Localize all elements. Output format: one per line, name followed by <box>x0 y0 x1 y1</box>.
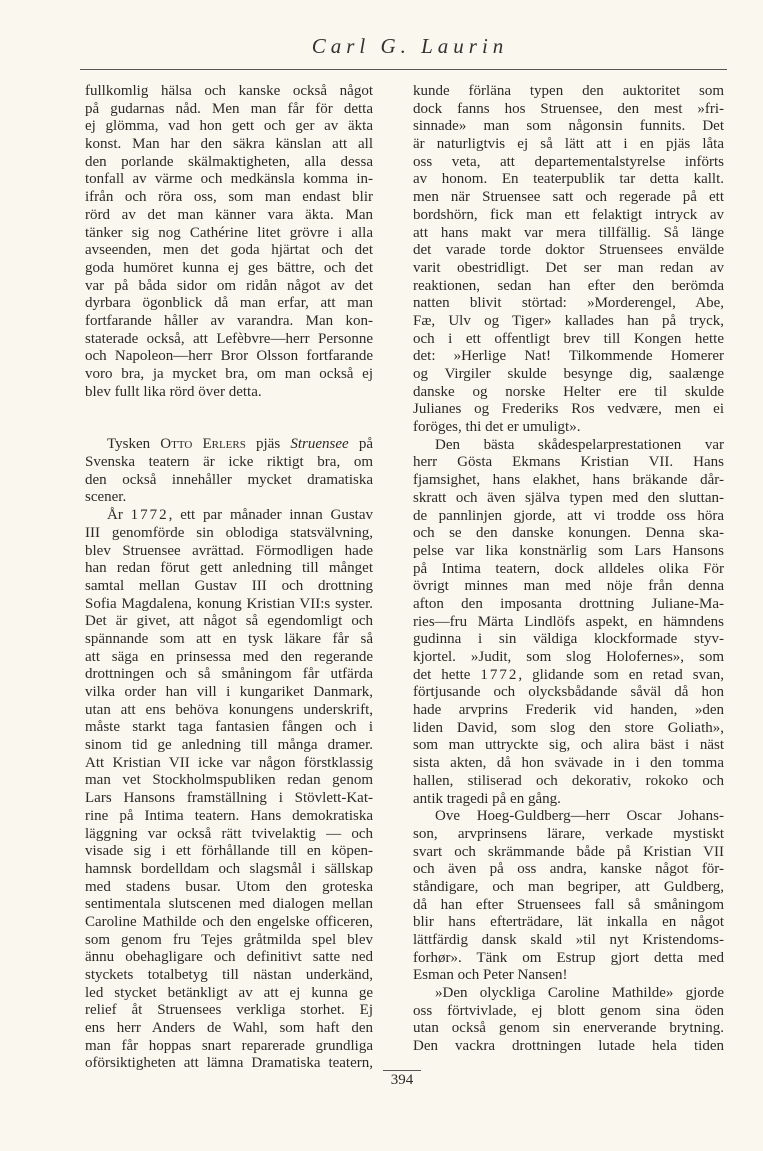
text-line: sista akten, då hon svävade in i den tomma <box>413 755 724 772</box>
text-line: drottningen och så småningom får utfärda <box>85 666 373 683</box>
text-line: avseenden, men det goda hjärtat och det <box>85 242 373 259</box>
text-line: och Napoleon—herr Bror Olsson fortfarande <box>85 348 373 365</box>
text-line: det: »Herlige Nat! Tilkommende Homerer <box>413 348 724 365</box>
text-line: som man uttryckte sig, och alira bäst i näst <box>413 737 724 754</box>
text-line: som genom fru Tejes gråtmilda spel blev <box>85 931 373 948</box>
text-line: man får hoppas snart reparerade grundliga <box>85 1037 373 1054</box>
text-line: Esman och Peter Nansen! <box>413 967 568 984</box>
text-line: III genomförde sin oblodiga statsvälvning, <box>85 524 373 541</box>
text-line: foröges, thi det er umuligt». <box>413 419 581 436</box>
text-line: blir hans efterträdare, lät inkalla en något <box>413 914 724 931</box>
text-line: då han efter Struensees fall så småningom <box>413 896 724 913</box>
text-segment: , ett par månader innan Gustav <box>168 507 374 524</box>
text-line: läggning var också rätt tvivelaktig — och <box>85 825 373 842</box>
text-line: forhør». Tänk om Estrup gjort detta med <box>413 949 724 966</box>
text-segment: det hette <box>413 666 481 683</box>
text-line: varit obestridligt. Det ser man redan av <box>413 259 724 276</box>
text-line: tänker sig nog Cathérine litet grövre i alla <box>85 224 373 241</box>
text-line: herr Gösta Ekmans Kristian VII. Hans <box>413 454 724 471</box>
text-line: ej glömma, vad hon gett och ger av äkta <box>85 118 373 135</box>
text-line: Caroline Mathilde och den engelske officeren, <box>85 913 373 930</box>
text-line: utan att ens behöva konungens underskrift, <box>85 701 373 718</box>
text-line: fjamsighet, hans elakhet, hans bräkande dår- <box>413 472 724 489</box>
text-line: den porlande skälmaktigheten, alla dessa <box>85 153 373 170</box>
text-line: de pannlinjen gjorde, att vi trodde oss höra <box>413 507 724 524</box>
text-line: Julianes og Frederiks Ros vedvære, men ei <box>413 401 724 418</box>
text-line: tonfall av värme och medkänsla komma in- <box>85 171 373 188</box>
text-line: visade sig i ett förhållande till en köpen- <box>85 843 373 860</box>
author-name: Otto Erlers <box>160 436 246 453</box>
text-line: natten blivit störtad: »Morderengel, Abe, <box>413 295 724 312</box>
text-line: »Den olyckliga Caroline Mathilde» gjorde <box>435 985 724 1002</box>
text-line: blev fullt lika rörd över detta. <box>85 383 262 400</box>
text-line: konst. Man har den säkra känslan att all <box>85 136 373 153</box>
text-line: ståndigare, och man begriper, att Guldberg, <box>413 878 724 895</box>
text-line: styckets totalbetyg till nästan underkänd, <box>85 967 373 983</box>
text-line: förtjusande och olycksbådande såväl då hon <box>413 684 724 701</box>
text-line: gudinna i sin väldiga klockformade styv- <box>413 631 724 648</box>
text-line: oss förtvivlade, ej blott genom sina öden <box>413 1002 724 1019</box>
text-line: Ove Hoeg-Guldberg—herr Oscar Johans- <box>435 808 724 825</box>
text-line: skratt och även själva typen med den sluttan- <box>413 489 724 506</box>
text-line: blev Struensee avrättad. Förmodligen hade <box>85 542 373 559</box>
text-line: oss veta, att departementalstyrelse införts <box>413 153 724 170</box>
text-line: voro bra, ja mycket bra, om man också ej <box>85 366 373 382</box>
text-line: att säga en prinsessa med den regerande <box>85 648 373 665</box>
text-segment: , glidande som en retad svan, <box>518 666 724 683</box>
text-line: av honom. En teaterpublik tar detta kallt. <box>413 171 724 188</box>
text-line: att hans makt var mera tillfällig. Så länge <box>413 224 724 241</box>
text-segment: År <box>107 507 131 524</box>
text-line: svart och skrämmande både på Kristian VII <box>413 843 724 860</box>
text-line: sentimentala slutscenen med dialogen mellan <box>85 896 373 913</box>
text-segment: 1772 <box>480 666 519 683</box>
text-line: övrigt minnes man med nöje från denna <box>413 578 724 595</box>
text-line: vilka order han vill i kungariket Danmark, <box>85 684 373 700</box>
text-line: reaktionen, sedan han efter den berömda <box>413 277 724 294</box>
text-line: ens herr Anders de Wahl, som haft den <box>85 1020 373 1037</box>
text-segment: Tysken <box>107 436 161 453</box>
text-line <box>413 667 724 685</box>
text-line: på Intima teatern, dock alldeles olika För <box>413 560 724 577</box>
text-line: lättfärdig dansk skald »til nyt Kristendoms- <box>413 932 724 948</box>
text-line: relief åt Struensees verkliga storhet. Ej <box>85 1002 373 1019</box>
text-line: Det är givet, att något så egendomligt och <box>85 613 373 630</box>
text-line: Svenska teatern är icke riktigt bra, om <box>85 454 373 471</box>
text-line: Lars Hansons framställning i Stövlett-Kat- <box>85 790 373 807</box>
text-line: han redan förut gett anledning till månget <box>85 560 373 577</box>
text-line: scener. <box>85 489 127 506</box>
right-column <box>413 83 724 1056</box>
text-segment: pjäs <box>245 436 291 453</box>
text-line: kunde förläna typen den auktoritet som <box>413 83 724 99</box>
text-line: dyrbara ögonblick då man erfar, att man <box>85 295 373 312</box>
text-line: den också innehåller mycket dramatiska <box>85 471 373 488</box>
text-line: sinnade» man som någonsin funnits. Det <box>413 118 724 135</box>
text-line: var på båda sidor om ridån något av det <box>85 277 373 294</box>
text-segment: på <box>348 436 373 453</box>
text-line: hallen, stiliserad och dekorativ, rokoko och <box>413 772 724 789</box>
text-line: goda humöret kunna ej ges bättre, och det <box>85 259 373 276</box>
text-line <box>85 436 373 454</box>
text-line: Sofia Magdalena, konung Kristian VII:s syster. <box>85 595 373 612</box>
text-line: det varade torde doktor Struensees envälde <box>413 242 724 259</box>
text-line: danske og norske Helter ere til skulde <box>413 383 724 400</box>
text-line: afton den imposanta drottning Juliane-Ma- <box>413 595 724 612</box>
text-line: pelse var lika konstnärlig som Lars Hansons <box>413 542 724 559</box>
header-rule <box>80 69 727 70</box>
folio-rule <box>383 1070 421 1071</box>
text-line: Att Kristian VII icke var någon förstklassig <box>85 754 373 771</box>
text-line: ries—fru Märta Lindlöfs aspekt, en hämndens <box>413 613 724 630</box>
text-line: sinom tid ge anledning till många dramer. <box>85 737 373 754</box>
text-line: spännande som att en tysk läkare får så <box>85 630 373 647</box>
text-line <box>85 507 373 525</box>
text-line: med stadens busar. Utom den groteska <box>85 878 373 895</box>
text-line: och se den danske konungen. Denna ska- <box>413 525 724 542</box>
text-line: utan också genom sin enerverande brytning. <box>413 1020 724 1037</box>
text-line: dock fanns hos Struensee, den mest »fri- <box>413 100 724 117</box>
page-number: 394 <box>390 1072 414 1088</box>
text-line: rörd av det man känner vara äkta. Man <box>85 206 373 223</box>
text-line: led stycket betänkligt av att ej kunna ge <box>85 984 373 1001</box>
text-line: samtal mellan Gustav III och drottning <box>85 577 373 594</box>
text-line: kjortel. »Judit, som slog Holofernes», som <box>413 649 724 665</box>
text-line: Fæ, Ulv og Tiger» kallades han på tryck, <box>413 312 724 329</box>
text-line: Den bästa skådespelarprestationen var <box>435 436 724 453</box>
text-line: och i ett offentligt brev till Kongen hette <box>413 330 724 347</box>
play-title: Struensee <box>290 436 349 453</box>
text-line: hade arvprins Frederik vid handen, »den <box>413 702 724 719</box>
running-title: Carl G. Laurin <box>311 34 509 58</box>
text-line: man vet Stockholmspubliken redan genom <box>85 772 373 789</box>
text-line: bordshörn, fick man ett felaktigt intryck av <box>413 206 724 223</box>
left-column <box>85 83 373 1073</box>
text-line: rine på Intima teatern. Hans demokratiska <box>85 807 373 824</box>
text-line: på gudarnas nåd. Men man får för detta <box>85 100 373 117</box>
text-line: oförsiktigheten att lämna Dramatiska teatern, <box>85 1055 373 1072</box>
text-line: men när Struensee satt och regerade på ett <box>413 189 724 206</box>
text-line: och även på oss andra, kanske något för- <box>413 861 724 878</box>
text-line: måste starkt taga fantasien fången och i <box>85 719 373 736</box>
text-line: og Virgiler skulde besynge dig, saalænge <box>413 366 724 382</box>
text-line: liden David, som slog den store Goliath», <box>413 719 724 736</box>
text-line: är naturligtvis ej så lätt att i en pjäs låta <box>413 136 724 153</box>
text-line: fullkomlig hälsa och kanske också något <box>85 83 373 99</box>
text-line: son, arvprinsens lärare, verkade mystiskt <box>413 825 724 842</box>
text-line: hamnsk bordelldam och slagsmål i sällskap <box>85 860 373 877</box>
text-segment: 1772 <box>130 507 169 524</box>
text-line: Den vackra drottningen lutade hela tiden <box>413 1038 724 1055</box>
text-line: antik tragedi på en gång. <box>413 790 561 807</box>
text-line: staterade också, att Lefèbvre—herr Personne <box>85 330 373 347</box>
text-line: fortfarande håller av varandra. Man kon- <box>85 312 373 329</box>
text-line: ännu obehagligare och definitivt satte ned <box>85 949 373 966</box>
text-line: ifrån och röra oss, som man endast blir <box>85 189 373 206</box>
